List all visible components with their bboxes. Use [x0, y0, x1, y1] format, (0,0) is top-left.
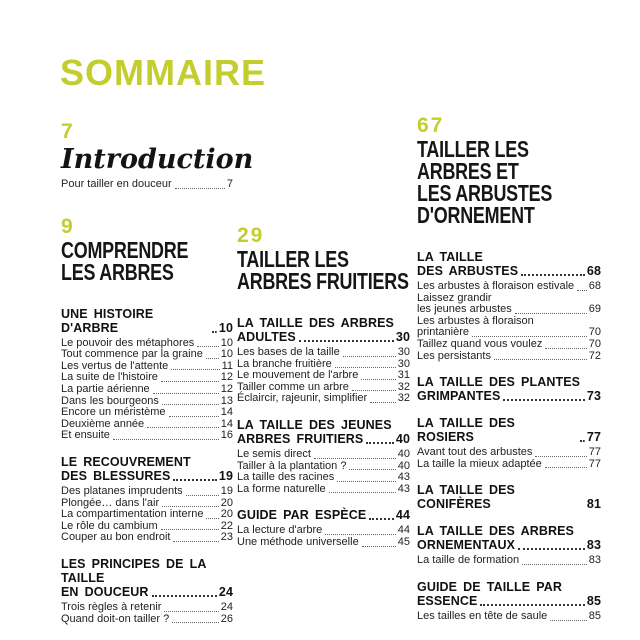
leader-dots: [212, 331, 217, 333]
toc-label: EN DOUCEUR: [61, 584, 149, 599]
leader-dots: [325, 534, 395, 535]
leader-dots: [335, 367, 396, 368]
toc-label: Tailler comme un arbre: [237, 380, 349, 393]
leader-dots: [545, 467, 587, 468]
toc-heading-row: [61, 455, 233, 469]
page-number: 69: [588, 303, 601, 316]
page-number: 81: [586, 497, 601, 512]
page-number: 72: [588, 349, 601, 362]
toc-label: ESSENCE: [417, 593, 478, 608]
toc-entry-row: [61, 509, 233, 521]
leader-dots: [503, 399, 584, 401]
page-number: 19: [220, 484, 233, 497]
page-number: 40: [397, 447, 410, 460]
toc-label: DES BLESSURES: [61, 468, 171, 483]
chapter-number: 29: [237, 224, 265, 247]
toc-label: Tailler à la plantation ?: [237, 459, 347, 472]
leader-dots: [175, 188, 225, 189]
leader-dots: [337, 481, 396, 482]
toc-entry-row: [237, 472, 410, 484]
toc-label: ORNEMENTAUX: [417, 538, 516, 553]
leader-dots: [361, 379, 395, 380]
leader-dots: [173, 479, 217, 481]
page-title: SOMMAIRE: [60, 52, 266, 93]
toc-label: Tout commence par la graine: [61, 348, 203, 361]
toc-label: Les tailles en tête de saule: [417, 609, 548, 622]
section-entries: [237, 449, 410, 495]
chapter-title-text: COMPRENDRE: [61, 236, 189, 263]
toc-label: LA TAILLE DES PLANTES: [417, 375, 581, 390]
section-entries: [417, 555, 601, 567]
chapter-block: [237, 224, 410, 292]
toc-label: Une méthode universelle: [237, 535, 359, 548]
toc-label: LE RECOUVREMENT: [61, 454, 191, 469]
toc-label: La partie aérienne: [61, 382, 150, 395]
section-entries: [237, 347, 410, 405]
toc-label: LA TAILLE: [417, 250, 483, 264]
toc-heading-row: [417, 538, 601, 552]
leader-dots: [366, 442, 394, 444]
chapter-block: [61, 120, 254, 191]
page-number: 12: [220, 382, 233, 395]
toc-heading-row: [237, 508, 410, 522]
page-number: 70: [588, 326, 601, 339]
page-number: 10: [220, 348, 233, 361]
toc-entry-row: [237, 393, 410, 405]
leader-dots: [161, 529, 219, 530]
leader-dots: [521, 274, 585, 276]
leader-dots: [343, 356, 396, 357]
toc-entry-row: [237, 537, 410, 549]
leader-dots: [113, 439, 219, 440]
leader-dots: [494, 359, 587, 360]
leader-dots: [172, 622, 219, 623]
page-number: 77: [588, 457, 601, 470]
page-number: 68: [588, 280, 601, 292]
leader-dots: [329, 492, 396, 493]
chapter-title-text: TAILLER LES: [237, 246, 349, 272]
leader-dots: [147, 427, 219, 428]
page-number: 77: [588, 446, 601, 459]
leader-dots: [197, 346, 218, 347]
leader-dots: [522, 564, 587, 565]
toc-heading-row: [417, 416, 601, 444]
section-entries: [417, 447, 601, 470]
page-number: 30: [395, 330, 410, 344]
page-number: 23: [220, 531, 233, 544]
leader-dots: [171, 369, 219, 370]
toc-label: LA TAILLE DES CONIFÈRES: [417, 483, 515, 512]
toc-heading-row: [237, 330, 410, 344]
page-number: 31: [397, 369, 410, 382]
section-entries: [417, 281, 601, 362]
toc-label: printanière: [417, 326, 469, 339]
toc-heading-row: [61, 557, 233, 585]
leader-dots: [299, 340, 394, 342]
leader-dots: [173, 541, 218, 542]
toc-entry-row: [61, 407, 233, 419]
leader-dots: [206, 518, 218, 519]
toc-label: Couper au bon endroit: [61, 531, 171, 544]
section-entries: [61, 486, 233, 544]
toc-label: Les arbustes à floraison: [417, 314, 534, 327]
toc-entry-row: [417, 281, 601, 293]
page-number: 43: [397, 471, 410, 484]
toc-label: Deuxième année: [61, 417, 145, 430]
leader-dots: [550, 620, 586, 621]
toc-section: [417, 375, 601, 403]
leader-dots: [480, 604, 584, 606]
toc-label: La taille la mieux adaptée: [417, 457, 542, 470]
toc-section: [417, 416, 601, 470]
chapter-title-text: TAILLER LES: [417, 136, 529, 162]
toc-entry-row: [417, 339, 601, 351]
chapter-title-line: [237, 270, 410, 292]
toc-label: Le pouvoir des métaphores: [61, 336, 195, 349]
toc-label: LA TAILLE DES ARBRES: [417, 524, 574, 539]
toc-label: Plongée… dans l'air: [61, 496, 160, 509]
leader-dots: [152, 595, 217, 597]
chapter-title-line: [417, 182, 601, 204]
toc-heading-row: [237, 418, 410, 432]
chapter-number: 9: [61, 214, 75, 238]
toc-label: La taille des racines: [237, 471, 335, 484]
toc-heading-row: [61, 307, 233, 335]
toc-label: LA TAILLE DES JEUNES: [237, 417, 392, 432]
toc-label: GRIMPANTES: [417, 389, 501, 404]
toc-label: La branche fruitière: [237, 357, 332, 370]
toc-heading-row: [417, 594, 601, 608]
toc-heading-row: [61, 469, 233, 483]
chapter-entries: [61, 179, 233, 191]
toc-label: Laissez grandir: [417, 291, 492, 304]
page-number: 30: [397, 357, 410, 370]
chapter-title-text: ARBRES FRUITIERS: [237, 268, 409, 294]
toc-heading-row: [417, 264, 601, 278]
leader-dots: [186, 495, 219, 496]
page-number: 77: [586, 430, 601, 445]
toc-label: Le rôle du cambium: [61, 519, 158, 532]
leader-dots: [515, 313, 587, 314]
toc-label: ADULTES: [237, 330, 296, 344]
leader-dots: [472, 336, 587, 337]
toc-section: [237, 418, 410, 495]
page-number: 26: [220, 612, 233, 625]
toc-heading-row: [417, 375, 601, 389]
toc-heading-row: [417, 524, 601, 538]
toc-entry-row: [61, 614, 233, 626]
chapter-title-line: [237, 248, 410, 270]
leader-dots: [370, 402, 396, 403]
toc-label: La taille de formation: [417, 554, 520, 567]
toc-entry-row: [61, 602, 233, 614]
toc-label: LES PRINCIPES DE LA TAILLE: [61, 556, 207, 585]
toc-entry-row: [417, 459, 601, 471]
toc-label: Le semis direct: [237, 447, 311, 460]
page-number: 14: [220, 406, 233, 419]
chapter-title-text: LES ARBRES: [61, 258, 174, 285]
toc-label: Le mouvement de l'arbre: [237, 369, 359, 382]
chapter-title-line: [417, 160, 601, 182]
toc-label: Avant tout des arbustes: [417, 446, 533, 459]
toc-section: [417, 250, 601, 362]
toc-section: [237, 508, 410, 548]
page-number: 22: [220, 519, 233, 532]
toc-section: [61, 307, 233, 442]
toc-label: Quand doit-on tailler ?: [61, 612, 170, 625]
toc-label: Taillez quand vous voulez: [417, 337, 543, 350]
leader-dots: [153, 393, 219, 394]
toc-label: UNE HISTOIRE D'ARBRE: [61, 306, 154, 335]
page-number: 24: [220, 600, 233, 613]
leader-dots: [369, 518, 394, 520]
toc-heading-row: [417, 250, 601, 264]
toc-entry-row: [61, 486, 233, 498]
toc-heading-row: [417, 580, 601, 594]
toc-entry-row: [417, 611, 601, 623]
page-number: 10: [220, 336, 233, 349]
chapter-title-line: [417, 204, 601, 226]
leader-dots: [162, 404, 219, 405]
toc-label: Les persistants: [417, 349, 491, 362]
leader-dots: [580, 440, 585, 442]
toc-entry-row: [237, 449, 410, 461]
toc-heading-row: [417, 483, 601, 511]
page-number: 85: [588, 609, 601, 622]
page-number: 13: [220, 394, 233, 407]
toc-label: La forme naturelle: [237, 482, 326, 495]
toc-entry-row: [417, 447, 601, 459]
toc-label: Les arbustes à floraison estivale: [417, 280, 575, 292]
chapter-script-title: Introduction: [61, 144, 254, 175]
toc-entry-row: [417, 351, 601, 363]
toc-section: [417, 580, 601, 623]
page-number: 19: [218, 468, 233, 483]
toc-entry-row: [61, 532, 233, 544]
toc-label: ARBRES FRUITIERS: [237, 431, 364, 446]
page-number: 32: [397, 392, 410, 405]
toc-label: LA TAILLE DES ROSIERS: [417, 416, 515, 445]
page-number: 83: [588, 554, 601, 567]
page-number: 43: [397, 482, 410, 495]
toc-label: GUIDE DE TAILLE PAR: [417, 579, 563, 594]
chapter-title-text: ARBRES ET: [417, 158, 519, 184]
toc-label: GUIDE PAR ESPÈCE: [237, 508, 367, 523]
page-number: 14: [220, 417, 233, 430]
toc-label: Pour tailler en douceur: [61, 178, 172, 190]
page-number: 12: [220, 371, 233, 384]
chapter-number: 7: [61, 120, 75, 143]
leader-dots: [164, 611, 218, 612]
toc-label: Les vertus de l'attente: [61, 359, 169, 372]
chapter-title-line: [61, 258, 233, 285]
chapter-block: [61, 215, 233, 283]
toc-label: DES ARBUSTES: [417, 264, 519, 278]
page-number: 44: [397, 524, 410, 537]
toc-label: Trois règles à retenir: [61, 600, 162, 613]
toc-section: [237, 316, 410, 405]
section-entries: [237, 525, 410, 548]
page-number: 20: [220, 496, 233, 509]
leader-dots: [518, 548, 585, 550]
leader-dots: [362, 546, 396, 547]
page-number: 73: [586, 389, 601, 404]
page-number: 16: [220, 429, 233, 442]
page-number: 70: [588, 337, 601, 350]
toc-label: La lecture d'arbre: [237, 524, 323, 537]
toc-entry-row: [417, 555, 601, 567]
toc-heading-row: [61, 585, 233, 599]
toc-label: La suite de l'histoire: [61, 371, 158, 384]
page-number: 45: [397, 535, 410, 548]
toc-heading-row: [417, 389, 601, 403]
leader-dots: [535, 456, 586, 457]
section-entries: [417, 611, 601, 623]
leader-dots: [169, 416, 219, 417]
page-number: 83: [586, 538, 601, 553]
toc-column-right: [417, 114, 601, 636]
toc-label: Dans les bourgeons: [61, 394, 159, 407]
page-number: 44: [395, 508, 410, 523]
toc-label: Éclaircir, rajeunir, simplifier: [237, 392, 368, 405]
page-number: 68: [586, 264, 601, 278]
page-number: 24: [218, 584, 233, 599]
toc-entry-row: [61, 384, 233, 396]
toc-entry-row: [237, 347, 410, 359]
toc-column-middle: [237, 224, 410, 562]
toc-label: LA TAILLE DES ARBRES: [237, 316, 394, 330]
page-number: 40: [397, 459, 410, 472]
toc-section: [61, 455, 233, 544]
toc-label: Encore un méristème: [61, 406, 166, 419]
section-entries: [61, 602, 233, 625]
toc-section: [417, 524, 601, 567]
leader-dots: [314, 458, 396, 459]
chapter-title-text: LES ARBUSTES: [417, 180, 553, 206]
chapter-block: [417, 114, 601, 226]
section-entries: [61, 338, 233, 442]
page-number: 20: [220, 508, 233, 521]
leader-dots: [162, 506, 219, 507]
leader-dots: [206, 358, 219, 359]
chapter-number: 67: [417, 114, 445, 137]
page-number: 40: [395, 431, 410, 446]
toc-heading-row: [237, 316, 410, 330]
page-number: 7: [226, 178, 233, 190]
toc-entry-row: [61, 430, 233, 442]
chapter-title-text: D'ORNEMENT: [417, 202, 535, 228]
page-number: 10: [218, 320, 233, 335]
toc-section: [61, 557, 233, 625]
toc-label: La compartimentation interne: [61, 508, 204, 521]
leader-dots: [349, 469, 395, 470]
chapter-title-line: [61, 236, 233, 263]
toc-label: Et ensuite: [61, 429, 110, 442]
page-number: 11: [221, 359, 233, 372]
page-number: 32: [397, 380, 410, 393]
toc-heading-row: [237, 432, 410, 446]
page-number: 85: [586, 593, 601, 608]
leader-dots: [545, 348, 586, 349]
toc-entry-row: [61, 179, 233, 191]
toc-label: les jeunes arbustes: [417, 303, 512, 316]
chapter-title-line: [417, 138, 601, 160]
toc-entry-row: [237, 484, 410, 496]
toc-label: Les bases de la taille: [237, 346, 340, 358]
leader-dots: [161, 381, 219, 382]
page-number: 30: [397, 346, 410, 358]
toc-label: Des platanes imprudents: [61, 484, 183, 497]
toc-section: [417, 483, 601, 511]
leader-dots: [577, 290, 587, 291]
